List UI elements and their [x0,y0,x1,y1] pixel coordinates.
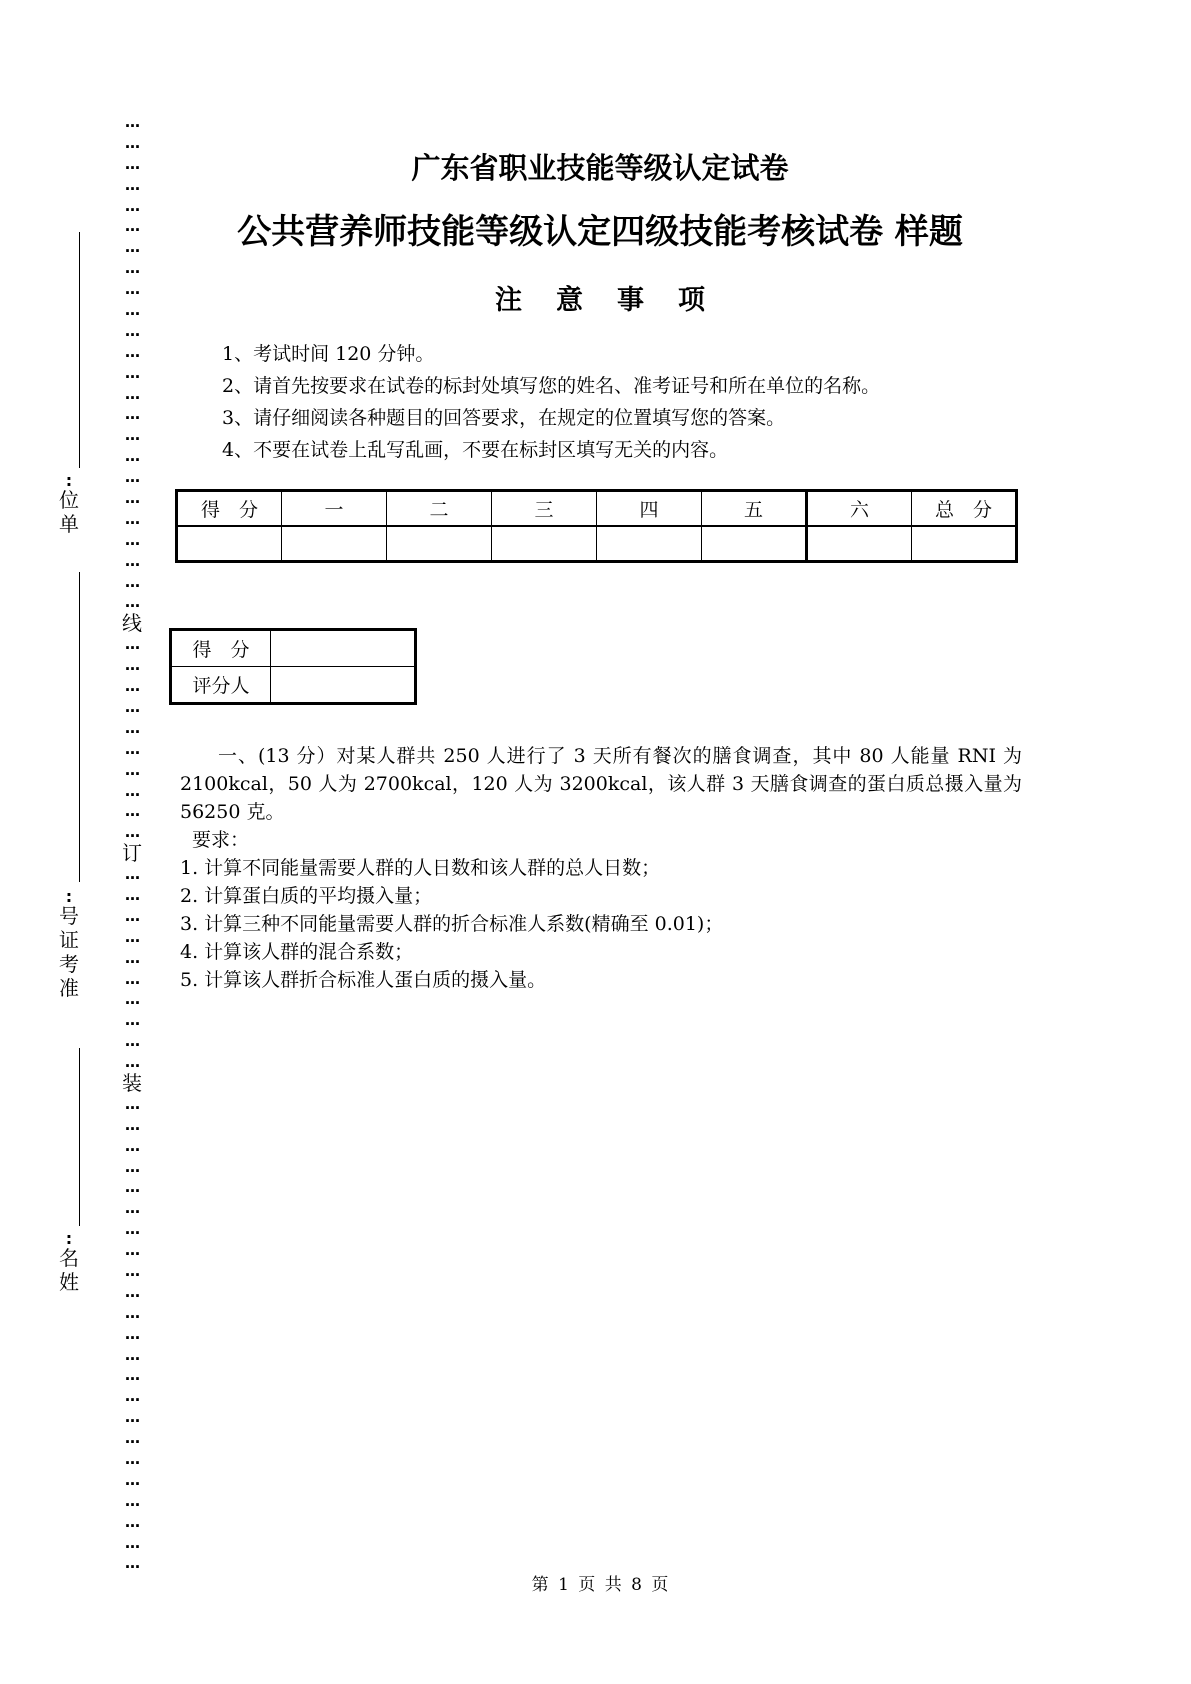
binding-dots: … [125,196,139,215]
binding-bind-label: 装 [122,1070,142,1095]
exam-title: 广东省职业技能等级认定试卷 [411,151,789,185]
score-cell-total[interactable] [912,526,1017,562]
binding-dots: … [125,1533,139,1552]
binding-dots: … [125,1282,139,1301]
score-header-1: 一 [282,491,387,527]
binding-dots: … [125,635,139,654]
binding-dots: … [125,1241,139,1260]
binding-dots: … [125,363,139,382]
binding-dots: … [125,697,139,716]
score-cell-4[interactable] [597,526,702,562]
grader-score-field[interactable] [271,630,416,667]
binding-line-3 [79,1048,80,1226]
binding-line-1 [79,232,80,468]
binding-dots: … [125,1115,139,1134]
binding-order-label: 订 [122,841,142,866]
requirements-list [180,854,1022,994]
binding-dots: … [125,906,139,925]
unit-field-colon: : [65,471,73,490]
binding-line-label: 线 [122,611,142,636]
binding-dots: … [125,948,139,967]
binding-dots: … [125,1032,139,1051]
binding-line-2 [79,572,80,882]
binding-dots: … [125,405,139,424]
binding-dots: … [125,280,139,299]
requirement-item: 4. 计算该人群的混合系数； [180,941,414,963]
binding-dots: … [125,865,139,884]
binding-dots: … [125,781,139,800]
binding-dots: … [125,1470,139,1489]
requirement-item: 5. 计算该人群折合标准人蛋白质的摄入量。 [180,969,547,991]
binding-dots: … [125,1387,139,1406]
grader-name-label: 评分人 [171,667,271,704]
score-table-value-row [177,526,1017,562]
binding-dots: … [125,1324,139,1343]
binding-dots: … [125,677,139,696]
requirement-item: 3. 计算三种不同能量需要人群的折合标准人系数(精确至 0.01)； [180,913,724,935]
question-1-text: 一、(13 分）对某人群共 250 人进行了 3 天所有餐次的膳食调查，其中 80 人能量 RNI 为 2100kcal，50 人为 2700kcal，120 人为 3200kcal，该人群 3 天膳食调查的蛋白质总摄入量为 56250 克。 [180,745,1022,823]
binding-dots: … [125,1429,139,1448]
binding-dots: … [125,175,139,194]
binding-dots: … [125,1157,139,1176]
grader-box [169,628,417,705]
binding-dots: … [125,1199,139,1218]
score-header-5: 五 [702,491,807,527]
name-field-label [56,1229,82,1294]
score-header-3: 三 [492,491,597,527]
binding-dots: … [125,321,139,340]
exam-number-field-colon: : [65,887,73,906]
score-table [175,489,1018,563]
binding-dots: … [125,259,139,278]
binding-dots: … [125,468,139,487]
binding-dots: … [125,1303,139,1322]
binding-dots: … [125,509,139,528]
unit-field-text: 位单 [59,488,79,536]
binding-dots: … [125,489,139,508]
binding-dots: … [125,990,139,1009]
score-cell-1[interactable] [282,526,387,562]
score-cell-2[interactable] [387,526,492,562]
notice-heading: 注意事项 [495,285,739,316]
requirement-item: 2. 计算蛋白质的平均摄入量； [180,885,433,907]
binding-dots: … [125,823,139,842]
question-1 [180,742,1022,994]
binding-dots: … [125,217,139,236]
score-table-header-row [177,491,1017,527]
binding-dots: … [125,1220,139,1239]
grader-name-field[interactable] [271,667,416,704]
binding-dots: … [125,342,139,361]
exam-number-field-text: 号证考准 [59,904,79,1000]
binding-dots: … [125,802,139,821]
score-cell-5[interactable] [702,526,807,562]
binding-dots: … [125,1136,139,1155]
binding-dots: … [125,1011,139,1030]
binding-dots: … [125,133,139,152]
score-header-total: 总 分 [912,491,1017,527]
notice-item: 4、不要在试卷上乱写乱画，不要在标封区填写无关的内容。 [222,439,729,461]
exam-subtitle: 公共营养师技能等级认定四级技能考核试卷 样题 [237,212,963,252]
score-header-6: 六 [807,491,912,527]
binding-dots: … [125,154,139,173]
binding-dots: … [125,1053,139,1072]
binding-dots: … [125,1491,139,1510]
binding-dots: … [125,447,139,466]
binding-dots: … [125,760,139,779]
binding-dots: … [125,593,139,612]
binding-dots: … [125,927,139,946]
binding-dots: … [125,1094,139,1113]
notice-item: 3、请仔细阅读各种题目的回答要求，在规定的位置填写您的答案。 [222,407,786,429]
name-field-text: 名姓 [59,1246,79,1294]
requirement-item: 1. 计算不同能量需要人群的人日数和该人群的总人日数； [180,857,661,879]
binding-dots: … [125,969,139,988]
binding-dots: … [125,572,139,591]
score-cell-6[interactable] [807,526,912,562]
score-cell-score[interactable] [177,526,282,562]
binding-dots: … [125,718,139,737]
binding-dots: … [125,1345,139,1364]
name-field-colon: : [65,1229,73,1248]
binding-dots: … [125,1554,139,1573]
binding-dots: … [125,1512,139,1531]
binding-dots: … [125,551,139,570]
score-header-2: 二 [387,491,492,527]
binding-dots: … [125,1178,139,1197]
requirements-label: 要求： [192,829,250,851]
binding-dots: … [125,1366,139,1385]
binding-dots: … [125,238,139,257]
grader-score-label: 得 分 [171,630,271,667]
binding-dots: … [125,426,139,445]
notice-list [222,338,1052,466]
binding-dots: … [125,656,139,675]
exam-number-field-label [56,887,82,1000]
binding-dots: … [125,384,139,403]
score-cell-3[interactable] [492,526,597,562]
score-header-4: 四 [597,491,702,527]
score-header-score: 得 分 [177,491,282,527]
binding-dots: … [125,113,139,131]
binding-dotted-line [118,112,146,1574]
binding-dots: … [125,1450,139,1468]
page-footer: 第 1 页 共 8 页 [531,1575,669,1595]
binding-dots: … [125,885,139,904]
binding-dots: … [125,1261,139,1280]
binding-dots: … [125,530,139,549]
unit-field-label [56,471,82,536]
notice-item: 2、请首先按要求在试卷的标封处填写您的姓名、准考证号和所在单位的名称。 [222,375,881,397]
binding-dots: … [125,739,139,758]
notice-item: 1、考试时间 120 分钟。 [222,343,435,365]
binding-dots: … [125,301,139,320]
binding-dots: … [125,1408,139,1427]
